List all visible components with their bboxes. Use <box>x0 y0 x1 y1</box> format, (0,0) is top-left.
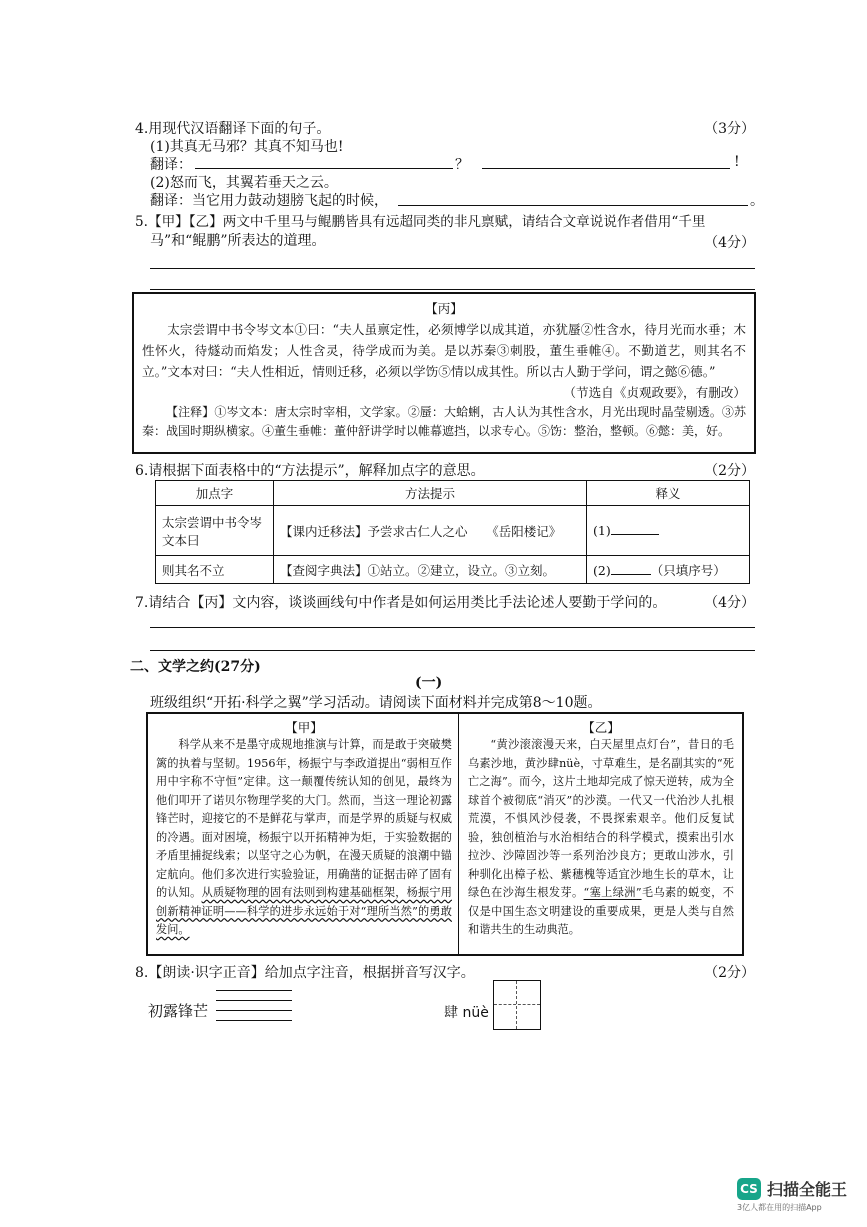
q4-mark-end: ! <box>734 154 740 170</box>
q4-answer-line-1b[interactable] <box>482 168 730 169</box>
q8-pinyin-line-3[interactable] <box>216 1010 292 1011</box>
q8-score: （2分） <box>704 965 755 981</box>
bing-passage-box <box>132 292 756 454</box>
bing-title: 【丙】 <box>425 301 463 316</box>
table-row <box>156 506 750 556</box>
q4-mark-mid: ？ <box>455 157 469 173</box>
q8-pinyin: nüè <box>462 1005 489 1021</box>
scanner-slogan: 3亿人都在用的扫描App <box>736 1203 822 1212</box>
q6-row1-answer-label: (1) <box>593 523 611 538</box>
q8-writing-box[interactable] <box>493 980 541 1030</box>
q4-stem: 4.用现代汉语翻译下面的句子。 <box>135 121 331 137</box>
scanner-logo-icon: CS <box>737 1178 761 1200</box>
q7-stem: 7.请结合【丙】文内容，谈谈画线句中作者是如何运用类比手法论述人要勤于学问的。 <box>135 595 667 611</box>
writing-box-guide-v <box>516 981 517 1029</box>
q6-row2-hint: （只填序号） <box>650 562 726 578</box>
q8-pinyin-line-1[interactable] <box>216 990 292 991</box>
q6-row2-word: 则其名不立 <box>156 556 274 584</box>
q5-stem-line-2: 马”和“鲲鹏”所表达的道理。 <box>150 233 326 249</box>
q6-header-method: 方法提示 <box>274 481 587 506</box>
yi-title: 【乙】 <box>582 720 620 735</box>
q8-pinyin-line-2[interactable] <box>216 1000 292 1001</box>
q5-answer-line-1[interactable] <box>150 268 755 269</box>
section-2-title: 二、文学之约(27分) <box>130 659 261 675</box>
section-2-sub: (一) <box>415 675 443 691</box>
q6-row1-word: 太宗尝谓中书令岑文本曰 <box>156 506 274 556</box>
q6-table <box>155 480 750 584</box>
q8-pinyin-line-4[interactable] <box>216 1020 292 1021</box>
yi-body: “黄沙滚滚漫天来，白天屋里点灯台”，昔日的毛乌素沙地，黄沙肆nüè，寸草难生，是名副其实的“死亡之海”。而今，这片土地却完成了惊天逆转，成为全球首个被彻底“消灭”的沙漠。一代又一代治沙人扎根荒漠，不惧风沙侵袭，不畏探索艰辛。他们反复试验，独创植治与水治相结合的科学模式，摸索出引水拉沙、沙障固沙等一系列治沙良方；更敢山涉水，引种驯化出樟子松、紫穗槐等适宜沙地生长的草木，让绿色在沙海生根发芽。 <box>468 738 734 899</box>
q4-sentence-2: (2)怒而飞，其翼若垂天之云。 <box>150 175 338 191</box>
q4-answer-line-2[interactable] <box>398 205 748 206</box>
yi-tail: 毛乌素的蜕变，不仅是中国生态文明建设的重要成果，更是人类与自然和谐共生的生动典范。 <box>468 886 734 936</box>
jia-text <box>156 736 452 940</box>
q6-score: （2分） <box>704 463 755 479</box>
bing-text: 太宗尝谓中书令岑文本①曰：“夫人虽禀定性，必须博学以成其道，亦犹蜃②性含水，待月光而水垂；木性怀火，待燧动而焰发；人性含灵，待学成而为美。是以苏秦③刺股，董生垂帷④。不勤道艺，则其名不立。”文本对曰：“夫人性相近，情则迁移，必须以学饬⑤情以成其性。所以古人勤于学问，谓之懿⑥德。” <box>142 322 746 379</box>
jia-title: 【甲】 <box>285 720 323 735</box>
q6-header-answer: 释义 <box>587 481 750 506</box>
q4-mark-end-2: 。 <box>750 193 764 209</box>
column-divider <box>458 714 459 954</box>
q4-translate-label-2: 翻译：当它用力鼓动翅膀飞起的时候， <box>150 193 388 209</box>
q6-header-word: 加点字 <box>156 481 274 506</box>
q6-row2-answer-blank[interactable] <box>611 574 651 575</box>
scanner-watermark <box>737 1177 847 1213</box>
yi-text <box>468 736 734 940</box>
scanner-name: 扫描全能王 <box>766 1180 847 1199</box>
q6-row2-answer-label: (2) <box>593 562 611 578</box>
q7-answer-line-2[interactable] <box>150 650 755 651</box>
q6-row1-method: 【课内迁移法】予尝求古仁人之心 《岳阳楼记》 <box>274 506 587 556</box>
q4-translate-label-1: 翻译： <box>150 157 192 173</box>
q8-word: 初露锋芒 <box>148 1002 209 1020</box>
bing-notes: 【注释】①岑文本：唐太宗时宰相，文学家。②蜃：大蛤蜊，古人认为其性含水，月光出现时晶莹剔透。③苏秦：战国时期纵横家。④董生垂帷：董仲舒讲学时以帷幕遮挡，以求专心。⑤饬：整治，整顿。⑥懿：美，好。 <box>142 405 746 438</box>
q6-stem: 6.请根据下面表格中的“方法提示”，解释加点字的意思。 <box>135 463 485 479</box>
q5-answer-line-2[interactable] <box>150 289 755 290</box>
section-2-intro: 班级组织“开拓·科学之翼”学习活动。请阅读下面材料并完成第8～10题。 <box>150 695 602 711</box>
jia-underlined-sentence: 从质疑物理的固有法则到构建基础框架，杨振宁用创新精神证明——科学的进步永远始于对“理所当然”的勇敢发问。 <box>156 886 452 936</box>
yi-marked-phrase: “塞上绿洲” <box>583 886 642 899</box>
yi-column <box>468 718 734 940</box>
q8-stem: 8.【朗读·识字正音】给加点字注音，根据拼音写汉字。 <box>135 965 475 981</box>
q4-score: （3分） <box>704 121 755 137</box>
jia-column <box>156 718 452 940</box>
bing-source: （节选自《贞观政要》，有删改） <box>563 385 746 400</box>
jia-yi-box <box>146 712 744 956</box>
q4-answer-line-1a[interactable] <box>195 168 453 169</box>
q5-score: （4分） <box>704 235 755 251</box>
q7-answer-line-1[interactable] <box>150 627 755 628</box>
q7-score: （4分） <box>704 595 755 611</box>
q6-row2-method: 【查阅字典法】①站立。②建立，设立。③立刻。 <box>274 556 587 584</box>
jia-body: 科学从来不是墨守成规地推演与计算，而是敢于突破樊篱的执着与坚韧。1956年，杨振宁与李政道提出“弱相互作用中宇称不守恒”定律。这一颠覆传统认知的创见，最终为他们叩开了诺贝尔物理学奖的大门。然而，当这一理论初露锋芒时，迎接它的不是鲜花与掌声，而是学界的质疑与权威的冷遇。面对困境，杨振宁以开拓精神为炬，于实验数据的矛盾里捕捉线索；以坚守之心为帆，在漫天质疑的浪潮中锚定航向。他们多次进行实验验证，用确凿的证据击碎了固有的认知。 <box>156 738 452 899</box>
table-row <box>156 556 750 584</box>
q6-row1-answer-blank[interactable] <box>611 534 659 535</box>
q5-stem-line-1: 5.【甲】【乙】两文中千里马与鲲鹏皆具有远超同类的非凡禀赋，请结合文章说说作者借用“千里 <box>135 214 706 230</box>
writing-box-guide-h <box>494 1004 540 1005</box>
q4-sentence-1: (1)其真无马邪？其真不知马也! <box>150 139 344 155</box>
q8-char: 肆 <box>444 1005 458 1021</box>
